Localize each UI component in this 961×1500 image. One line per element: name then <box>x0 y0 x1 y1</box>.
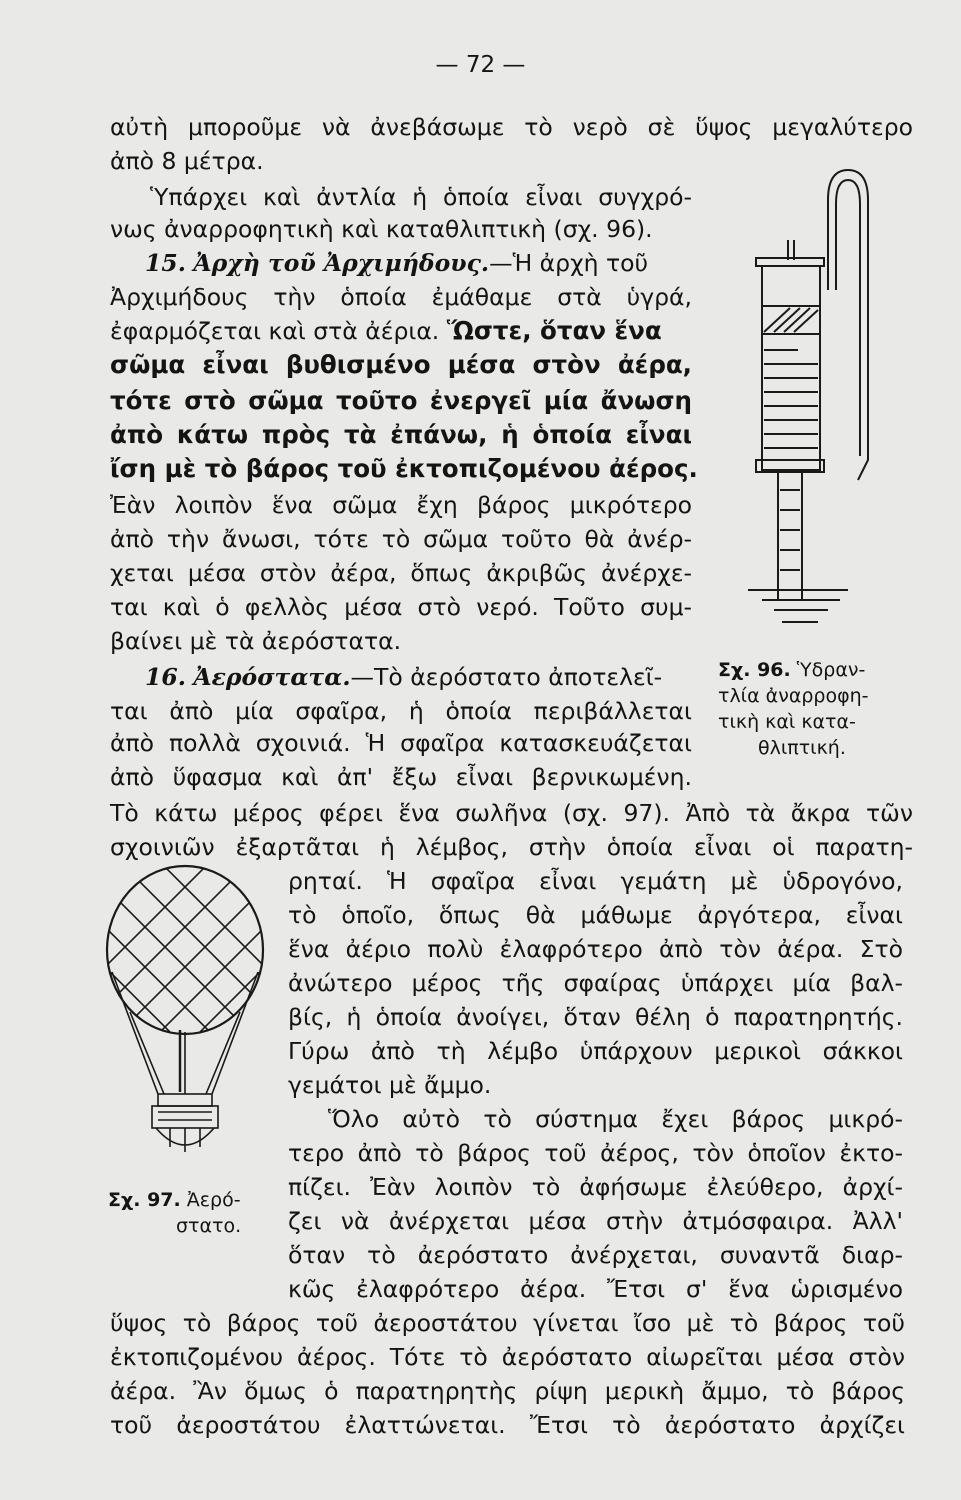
text-line: τερο ἀπὸ τὸ βάρος τοῦ ἀέρος, τὸν ὁποῖον ἐκτο- <box>288 1139 903 1167</box>
bold-run: Ὥστε, ὅταν ἕνα <box>446 316 662 345</box>
figure-97-caption <box>108 1188 241 1213</box>
pump-figure <box>728 160 918 660</box>
text-line: Ἐὰν λοιπὸν ἕνα σῶμα ἔχη βάρος μικρότερο <box>110 491 692 519</box>
caption-line: τικὴ καὶ κατα- <box>718 711 856 733</box>
caption-line: θλιπτική. <box>758 737 846 759</box>
text-line: Ὑπάρχει καὶ ἀντλία ἡ ὁποία εἶναι συγχρό- <box>150 183 692 211</box>
text-run: —Τὸ ἀερόστατο ἀποτελεῖ- <box>350 663 663 691</box>
text-line: Ὅλο αὐτὸ τὸ σύστημα ἔχει βάρος μικρό- <box>328 1105 903 1133</box>
text-line: τὸ ὁποῖο, ὅπως θὰ μάθωμε ἀργότερα, εἶναι <box>288 901 903 929</box>
text-line: σχοινιῶν ἐξαρτᾶται ἡ λέμβος, στὴν ὁποία εἶναι οἱ παρατη- <box>110 833 913 861</box>
caption-line: στατο. <box>176 1215 242 1237</box>
section-number: 16. <box>145 663 186 691</box>
section-number: 15. <box>145 249 186 277</box>
bold-line: ἀπὸ κάτω πρὸς τὰ ἐπάνω, ἡ ὁποία εἶναι <box>110 420 692 449</box>
text-line: γεμάτοι μὲ ἄμμο. <box>288 1071 492 1099</box>
section-heading-line <box>145 246 692 280</box>
text-line: ἐκτοπιζομένου ἀέρος. Τότε τὸ ἀερόστατο αἰωρεῖται μέσα στὸν <box>110 1343 905 1371</box>
text-line: ἀνώτερο μέρος τῆς σφαίρας ὑπάρχει μία βαλ- <box>288 969 903 997</box>
section-title: Ἀρχὴ τοῦ Ἀρχιμήδους. <box>193 249 490 277</box>
text-line: ἕνα ἀέριο πολὺ ἐλαφρότερο ἀπὸ τὸν ἀέρα. Στὸ <box>288 935 903 963</box>
caption-line: τλία ἀναρροφη- <box>718 685 869 707</box>
text-line: πίζει. Ἐὰν λοιπὸν τὸ ἀφήσωμε ἐλεύθερο, ἀρχί- <box>288 1173 903 1201</box>
text-line: ὅταν τὸ ἀερόστατο ἀνέρχεται, συναντᾶ διαρ- <box>288 1241 903 1269</box>
text-line: νως ἀναρροφητικὴ καὶ καταθλιπτικὴ (σχ. 96). <box>110 215 653 243</box>
text-line: Τὸ κάτω μέρος φέρει ἕνα σωλῆνα (σχ. 97). Ἀπὸ τὰ ἄκρα τῶν <box>110 799 913 827</box>
section-heading-line <box>145 660 692 694</box>
text-line: αὐτὴ μποροῦμε νὰ ἀνεβάσωμε τὸ νερὸ σὲ ὕψος μεγαλύτερο <box>110 113 913 141</box>
page-number: — 72 — <box>435 52 526 78</box>
text-line: ρηταί. Ἡ σφαῖρα εἶναι γεμάτη μὲ ὑδρογόνο, <box>288 867 903 895</box>
text-line: χεται μέσα στὸν ἀέρα, ὅπως ἀκριβῶς ἀνέρχε- <box>110 559 692 587</box>
figure-96-caption <box>718 658 865 683</box>
caption-line: Ὑδραν- <box>796 659 866 681</box>
balloon-figure <box>100 862 275 1182</box>
text-line <box>110 314 692 348</box>
bold-line: σῶμα εἶναι βυθισμένο μέσα στὸν ἀέρα, <box>110 350 692 379</box>
text-line: ζει νὰ ἀνέρχεται μέσα στὴν ἀτμόσφαιρα. Ἀλλ' <box>288 1207 903 1235</box>
text-line: ἀπὸ τὴν ἄνωσι, τότε τὸ σῶμα τοῦτο θὰ ἀνέρ- <box>110 525 692 553</box>
text-line: τοῦ ἀεροστάτου ἐλαττώνεται. Ἔτσι τὸ ἀερόστατο ἀρχίζει <box>110 1411 905 1439</box>
text-line: ἀπὸ πολλὰ σχοινιά. Ἡ σφαῖρα κατασκευάζεται <box>110 729 692 757</box>
figure-97-label: Σχ. 97. <box>108 1189 181 1211</box>
text-line: ἀπὸ ὕφασμα καὶ ἀπ' ἔξω εἶναι βερνικωμένη. <box>110 763 692 791</box>
text-line: Ἀρχιμήδους τὴν ὁποία ἐμάθαμε στὰ ὑγρά, <box>110 283 692 311</box>
text-line: βαίνει μὲ τὰ ἀερόστατα. <box>110 627 402 655</box>
text-line: κῶς ἐλαφρότερο ἀέρα. Ἔτσι σ' ἕνα ὡρισμένο <box>288 1275 903 1303</box>
text-line: ται καὶ ὁ φελλὸς μέσα στὸ νερό. Τοῦτο συμ- <box>110 593 692 621</box>
text-line: ἀέρα. Ἂν ὅμως ὁ παρατηρητὴς ρίψη μερικὴ ἄμμο, τὸ βάρος <box>110 1377 905 1405</box>
figure-96-label: Σχ. 96. <box>718 659 791 681</box>
bold-line: ἴση μὲ τὸ βάρος τοῦ ἐκτοπιζομένου ἀέρος. <box>110 454 698 483</box>
text-run: —Ἡ ἀρχὴ τοῦ <box>489 249 649 277</box>
text-line: ται ἀπὸ μία σφαῖρα, ἡ ὁποία περιβάλλεται <box>110 697 692 725</box>
text-line: Γύρω ἀπὸ τὴ λέμβο ὑπάρχουν μερικοὶ σάκκοι <box>288 1037 903 1065</box>
caption-line: Ἀερό- <box>186 1189 241 1211</box>
text-line: ἀπὸ 8 μέτρα. <box>110 147 264 175</box>
text-line: ὕψος τὸ βάρος τοῦ ἀεροστάτου γίνεται ἴσο μὲ τὸ βάρος τοῦ <box>110 1309 905 1337</box>
bold-line: τότε στὸ σῶμα τοῦτο ἐνεργεῖ μία ἄνωση <box>110 386 692 415</box>
section-title: Ἀερόστατα. <box>193 663 351 691</box>
text-line: βίς, ἡ ὁποία ἀνοίγει, ὅταν θέλη ὁ παρατηρητής. <box>288 1003 903 1031</box>
text-run: ἐφαρμόζεται καὶ στὰ ἀέρια. <box>110 317 440 345</box>
